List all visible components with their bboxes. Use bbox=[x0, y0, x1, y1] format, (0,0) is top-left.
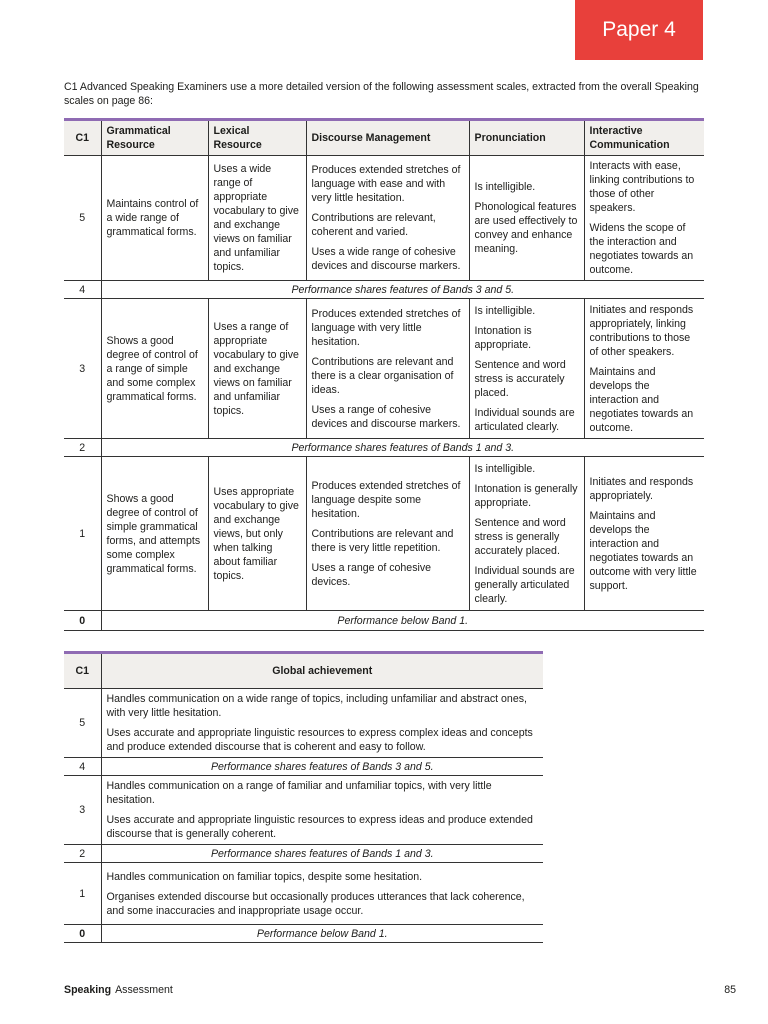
table-row bbox=[64, 758, 543, 776]
interactive-cell bbox=[584, 156, 704, 281]
descriptor: Widens the scope of the interaction and negotiates towards an outcome. bbox=[589, 222, 694, 276]
pronunciation-cell bbox=[469, 156, 584, 281]
table-row bbox=[64, 689, 543, 758]
table-row bbox=[64, 776, 543, 845]
table-row bbox=[64, 863, 543, 925]
interactive-cell bbox=[584, 299, 704, 439]
global-achievement-table bbox=[64, 651, 543, 943]
lexical-cell: Uses a range of appropriate vocabulary to give and exchange views on familiar and unfamiliar topics. bbox=[208, 299, 306, 439]
header-interactive: Interactive Communication bbox=[584, 120, 704, 156]
descriptor: Intonation is generally appropriate. bbox=[474, 482, 578, 509]
descriptor: Individual sounds are generally articulated clearly. bbox=[474, 564, 575, 605]
descriptor: Intonation is appropriate. bbox=[474, 324, 532, 351]
descriptor: Maintains and develops the interaction and negotiates towards an outcome. bbox=[589, 365, 694, 434]
band-number: 0 bbox=[64, 925, 101, 943]
band-number: 2 bbox=[64, 845, 101, 863]
grammar-cell: Shows a good degree of control of a range of simple and some complex grammatical forms. bbox=[101, 299, 208, 439]
grammar-cell: Maintains control of a wide range of grammatical forms. bbox=[101, 156, 208, 281]
table-row bbox=[64, 299, 704, 439]
descriptor: Initiates and responds appropriately. bbox=[589, 475, 694, 502]
global-cell bbox=[101, 689, 543, 758]
table-header-row bbox=[64, 653, 543, 689]
pronunciation-cell bbox=[469, 457, 584, 611]
header-grammatical: Grammatical Resource bbox=[101, 120, 208, 156]
descriptor: Contributions are relevant, coherent and varied. bbox=[311, 212, 436, 238]
descriptor: Organises extended discourse but occasionally produces utterances that lack coherence, and some inaccuracies and inappropriate usage occur. bbox=[106, 890, 525, 917]
header-lexical: Lexical Resource bbox=[208, 120, 306, 156]
discourse-cell bbox=[306, 299, 469, 439]
band-summary: Performance shares features of Bands 1 and 3. bbox=[101, 439, 704, 457]
lexical-cell: Uses appropriate vocabulary to give and exchange views, but only when talking about familiar topics. bbox=[208, 457, 306, 611]
band-number: 3 bbox=[64, 299, 101, 439]
table-row bbox=[64, 281, 704, 299]
descriptor: Is intelligible. bbox=[474, 181, 536, 193]
descriptor: Uses accurate and appropriate linguistic resources to express ideas and produce extended discourse that is generally coherent. bbox=[106, 814, 533, 840]
descriptor: Is intelligible. bbox=[474, 304, 536, 317]
band-summary: Performance shares features of Bands 1 and 3. bbox=[101, 845, 543, 863]
descriptor: Produces extended stretches of language despite some hesitation. bbox=[311, 479, 461, 520]
pronunciation-cell bbox=[469, 299, 584, 439]
descriptor: Initiates and responds appropriately, linking contributions to those of other speakers. bbox=[589, 303, 694, 358]
band-number: 5 bbox=[64, 689, 101, 758]
header-pronunciation: Pronunciation bbox=[469, 120, 584, 156]
descriptor: Is intelligible. bbox=[474, 462, 536, 475]
descriptor: Handles communication on familiar topics, despite some hesitation. bbox=[106, 870, 423, 883]
descriptor: Handles communication on a range of familiar and unfamiliar topics, with very little hesitation. bbox=[106, 780, 492, 806]
descriptor: Uses a range of cohesive devices. bbox=[311, 561, 432, 588]
descriptor: Sentence and word stress is generally accurately placed. bbox=[474, 516, 566, 557]
intro-text: C1 Advanced Speaking Examiners use a more detailed version of the following assessment scales, extracted from the overall Speaking scales on page 86: bbox=[64, 81, 699, 107]
table-row bbox=[64, 439, 704, 457]
footer bbox=[64, 984, 173, 996]
header-global-achievement: Global achievement bbox=[101, 653, 543, 689]
footer-subsection: Assessment bbox=[115, 984, 173, 996]
descriptor: Handles communication on a wide range of topics, including unfamiliar and abstract ones, with very little hesitation. bbox=[106, 693, 527, 719]
interactive-cell bbox=[584, 457, 704, 611]
table-row bbox=[64, 845, 543, 863]
grammar-cell: Shows a good degree of control of simple grammatical forms, and attempts some complex grammatical forms. bbox=[101, 457, 208, 611]
paper-tab: Paper 4 bbox=[575, 0, 703, 60]
table-row bbox=[64, 156, 704, 281]
descriptor: Sentence and word stress is accurately placed. bbox=[474, 358, 566, 399]
band-number: 1 bbox=[64, 457, 101, 611]
descriptor: Produces extended stretches of language with very little hesitation. bbox=[311, 307, 461, 348]
descriptor: Produces extended stretches of language with ease and with very little hesitation. bbox=[311, 164, 461, 204]
footer-section: Speaking bbox=[64, 984, 112, 996]
band-number: 4 bbox=[64, 758, 101, 776]
header-discourse: Discourse Management bbox=[306, 120, 469, 156]
band-number: 2 bbox=[64, 439, 101, 457]
descriptor: Individual sounds are articulated clearly. bbox=[474, 406, 575, 433]
descriptor: Contributions are relevant and there is a clear organisation of ideas. bbox=[311, 355, 454, 396]
descriptor: Contributions are relevant and there is very little repetition. bbox=[311, 527, 454, 554]
band-number: 0 bbox=[64, 611, 101, 631]
descriptor: Interacts with ease, linking contributions to those of other speakers. bbox=[589, 160, 695, 214]
descriptor: Uses a range of cohesive devices and discourse markers. bbox=[311, 403, 461, 430]
band-number: 1 bbox=[64, 863, 101, 925]
band-summary: Performance shares features of Bands 3 and 5. bbox=[101, 758, 543, 776]
band-summary: Performance shares features of Bands 3 and 5. bbox=[101, 281, 704, 299]
lexical-cell: Uses a wide range of appropriate vocabulary to give and exchange views on familiar and unfamiliar topics. bbox=[208, 156, 306, 281]
discourse-cell bbox=[306, 156, 469, 281]
band-number: 4 bbox=[64, 281, 101, 299]
band-summary: Performance below Band 1. bbox=[101, 925, 543, 943]
table-row bbox=[64, 457, 704, 611]
header-level: C1 bbox=[64, 120, 101, 156]
header-level: C1 bbox=[64, 653, 101, 689]
band-number: 5 bbox=[64, 156, 101, 281]
table-header-row bbox=[64, 120, 704, 156]
descriptor: Uses accurate and appropriate linguistic resources to express complex ideas and concepts and produce extended discourse that is coherent and easy to follow. bbox=[106, 727, 533, 753]
table-row bbox=[64, 925, 543, 943]
descriptor: Maintains and develops the interaction and negotiates towards an outcome with very little support. bbox=[589, 509, 697, 592]
descriptor: Uses a wide range of cohesive devices and discourse markers. bbox=[311, 246, 461, 272]
page-number: 85 bbox=[724, 984, 736, 996]
descriptor: Phonological features are used effectively to convey and enhance meaning. bbox=[474, 201, 578, 255]
band-summary: Performance below Band 1. bbox=[101, 611, 704, 631]
discourse-cell bbox=[306, 457, 469, 611]
band-number: 3 bbox=[64, 776, 101, 845]
assessment-scale-table bbox=[64, 118, 704, 631]
table-row bbox=[64, 611, 704, 631]
global-cell bbox=[101, 863, 543, 925]
global-cell bbox=[101, 776, 543, 845]
